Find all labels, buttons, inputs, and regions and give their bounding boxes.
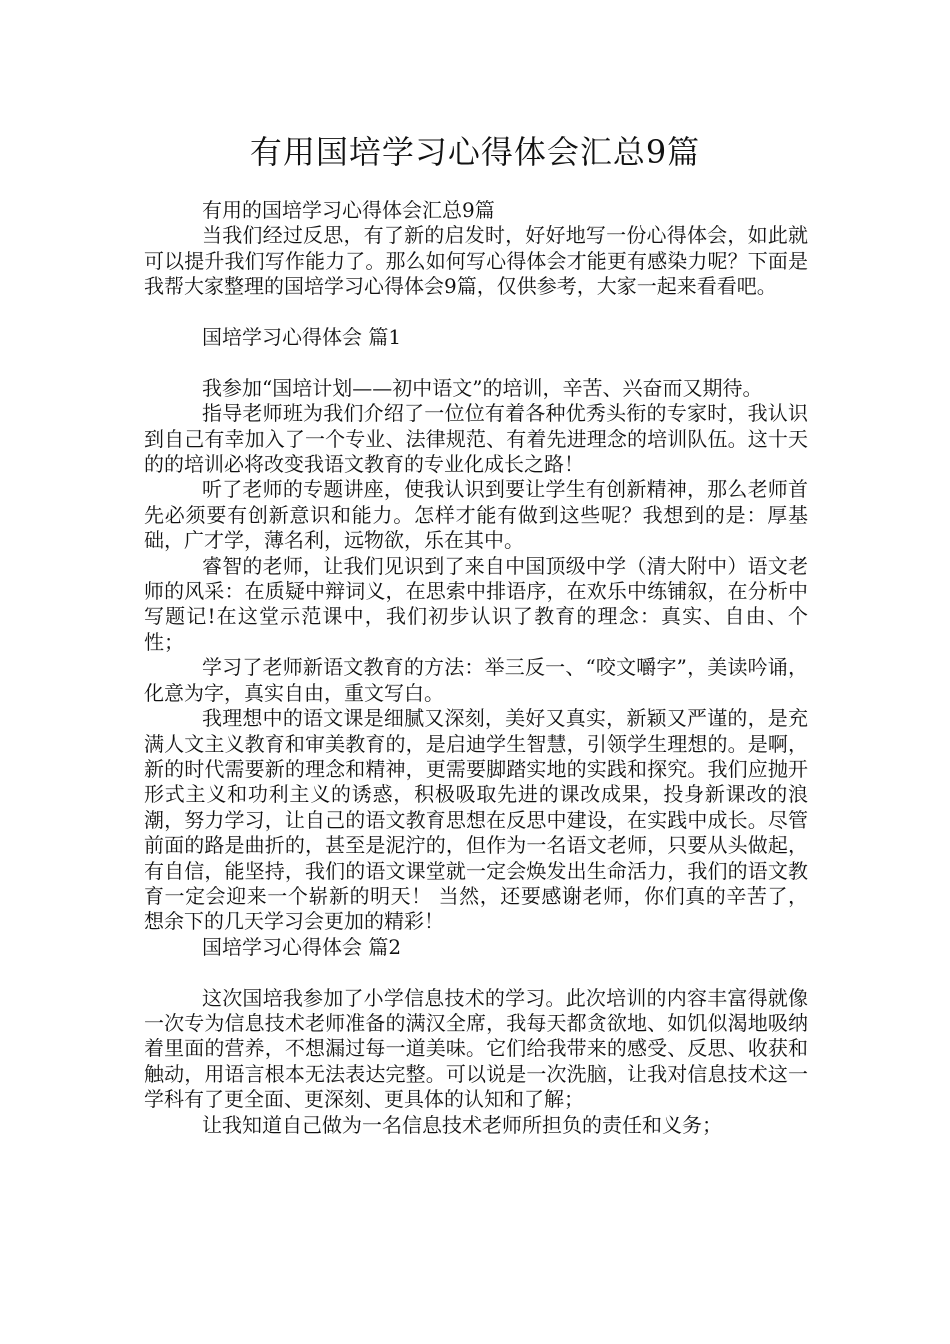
paragraph: 学习了老师新语文教育的方法：举三反一、“咬文嚼字”，美读吟诵，化意为字，真实自由，重文写白。	[144, 655, 808, 705]
paragraph: 有用的国培学习心得体会汇总9篇	[202, 198, 495, 222]
paragraph: 听了老师的专题讲座，使我认识到要让学生有创新精神，那么老师首先必须要有创新意识和能力。怎样才能有做到这些呢？我想到的是：厚基础，广才学，薄名利，远物欲，乐在其中。	[144, 477, 808, 553]
paragraph: 国培学习心得体会 篇2	[202, 934, 402, 959]
paragraph: 这次国培我参加了小学信息技术的学习。此次培训的内容丰富得就像一次专为信息技术老师准备的满汉全席，我每天都贪欲地、如饥似渴地吸纳着里面的营养，不想漏过每一道美味。它们给我带来的感受、反思、收获和触动，用语言根本无法表达完整。可以说是一次洗脑，让我对信息技术这一学科有了更全面、更深刻、更具体的认知和了解；	[144, 985, 808, 1112]
paragraph: 我理想中的语文课是细腻又深刻，美好又真实，新颖又严谨的，是充满人文主义教育和审美教育的，是启迪学生智慧，引领学生理想的。是啊，新的时代需要新的理念和精神，更需要脚踏实地的实践和探究。我们应抛开形式主义和功利主义的诱惑，积极吸取先进的课改成果，投身新课改的浪潮，努力学习，让自己的语文教育思想在反思中建设，在实践中成长。尽管前面的路是曲折的，甚至是泥泞的，但作为一名语文老师，只要从头做起，有自信，能坚持，我们的语文课堂就一定会焕发出生命活力，我们的语文教育一定会迎来一个崭新的明天！ 当然，还要感谢老师，你们真的辛苦了，想余下的几天学习会更加的精彩！	[144, 706, 808, 934]
paragraph: 让我知道自己做为一名信息技术老师所担负的责任和义务；	[202, 1112, 722, 1137]
document-body	[144, 198, 808, 1138]
paragraph: 国培学习心得体会 篇1	[202, 325, 402, 350]
paragraph: 睿智的老师，让我们见识到了来自中国顶级中学（清大附中）语文老师的风采：在质疑中辩词义，在思索中排语序，在欢乐中练铺叙，在分析中写题记!在这堂示范课中，我们初步认识了教育的理念：真实、自由、个性；	[144, 553, 808, 654]
paragraph: 指导老师班为我们介绍了一位位有着各种优秀头衔的专家时，我认识到自己有幸加入了一个专业、法律规范、有着先进理念的培训队伍。这十天的的培训必将改变我语文教育的专业化成长之路！	[144, 401, 808, 477]
paragraph: 我参加“国培计划——初中语文”的培训，辛苦、兴奋而又期待。	[202, 375, 763, 400]
paragraph: 当我们经过反思，有了新的启发时，好好地写一份心得体会，如此就可以提升我们写作能力了。那么如何写心得体会才能更有感染力呢？下面是我帮大家整理的国培学习心得体会9篇，仅供参考，大家一起来看看吧。	[144, 223, 808, 299]
document-title: 有用国培学习心得体会汇总9篇	[249, 133, 701, 171]
